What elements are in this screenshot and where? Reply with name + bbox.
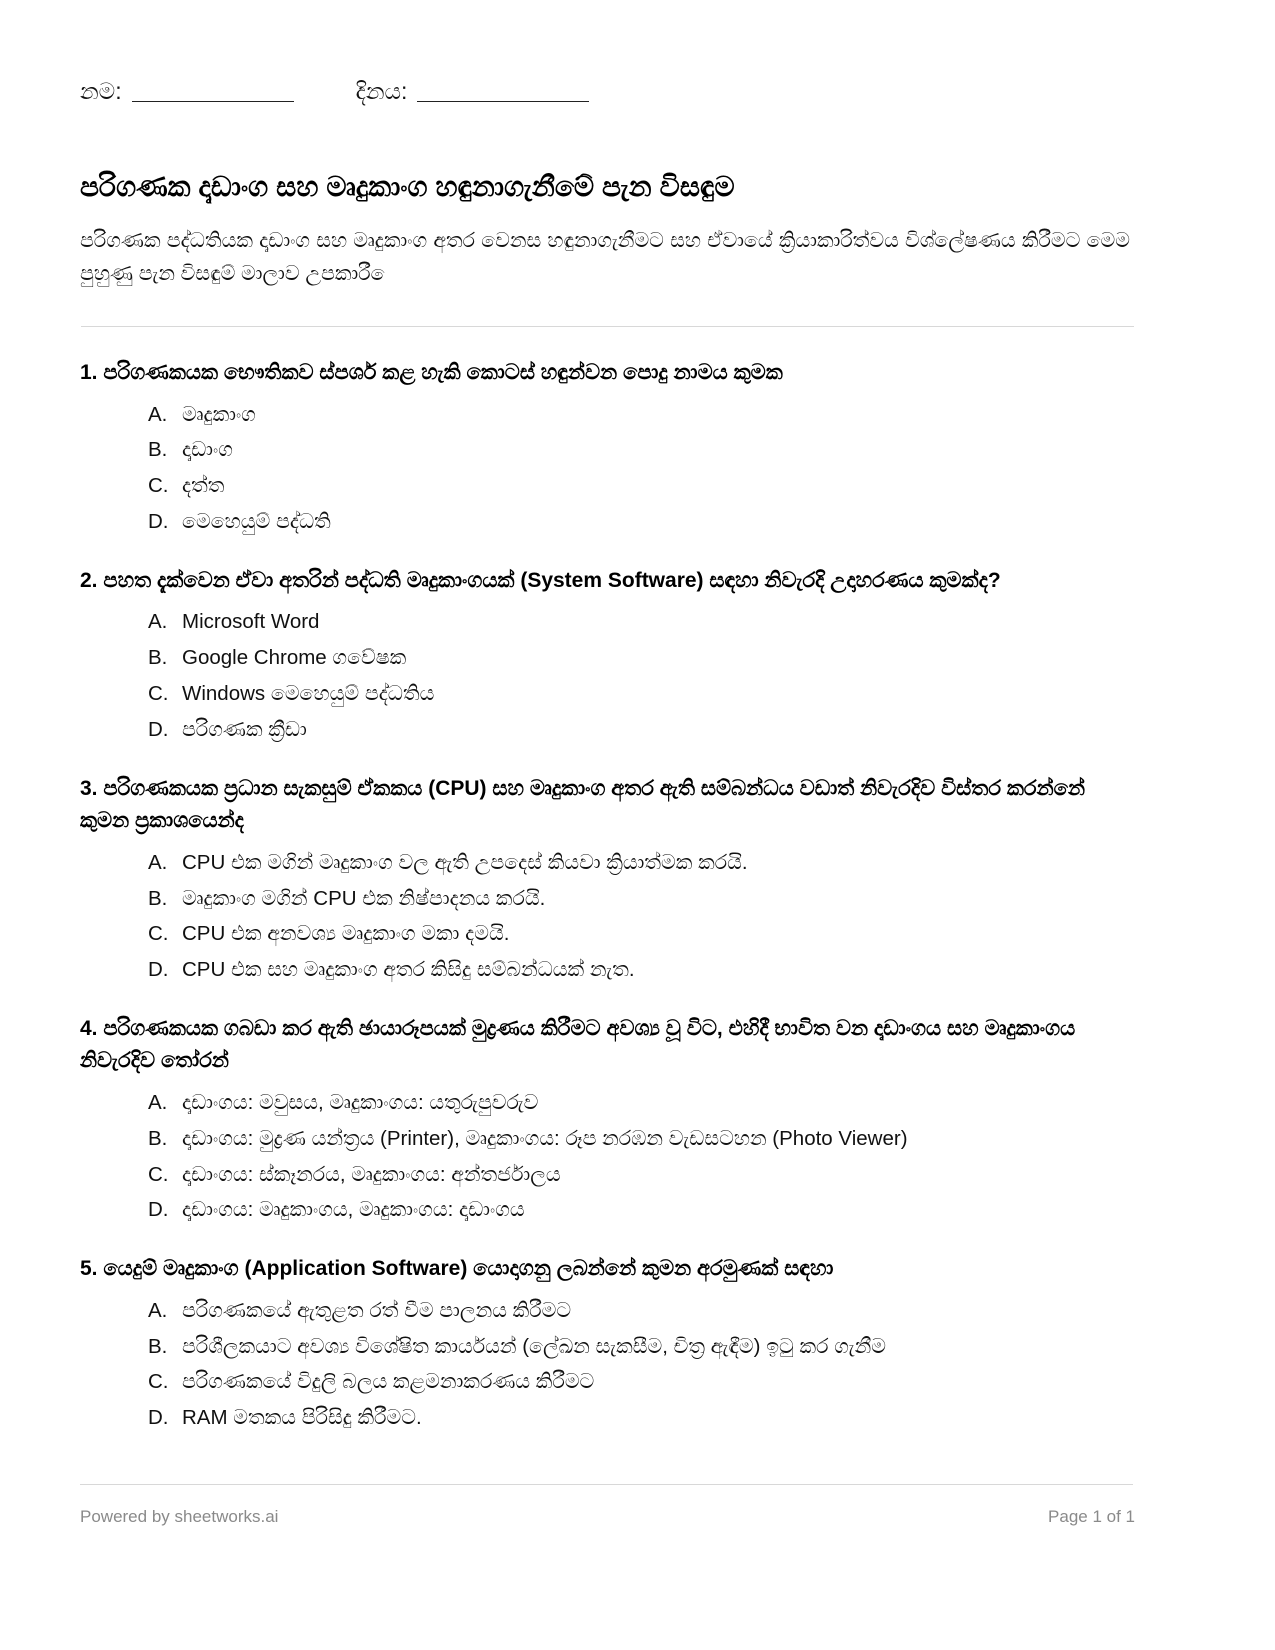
questions-list	[80, 357, 1135, 1435]
option-text: දත්ත	[182, 474, 225, 498]
option-text: RAM මතකය පිරිසිදු කිරීමට.	[182, 1406, 422, 1430]
question-text: 4. පරිගණකයක ගබඩා කර ඇති ඡායාරූපයක් මුද්‍රණය කිරීමට අවශ්‍ය වූ විට, එහිදී භාවිත වන දෘඩාංගය සහ මෘදුකාංගය නිවැරදිව තෝරන්	[80, 1016, 1076, 1073]
header-divider	[81, 326, 1134, 327]
option-letter: B.	[148, 646, 168, 670]
option-letter: A.	[148, 1298, 168, 1322]
footer-divider	[80, 1484, 1133, 1485]
option-letter: B.	[148, 1334, 168, 1358]
option-letter: C.	[148, 922, 169, 946]
option-letter: B.	[148, 1126, 168, 1150]
option-item[interactable]	[80, 714, 1135, 747]
date-blank-line[interactable]	[417, 100, 589, 102]
page-title: පරිගණක දෘඩාංග සහ මෘදුකාංග හඳුනාගැනීමේ පැන විසඳුම	[80, 170, 735, 202]
student-meta-row	[80, 78, 1135, 106]
option-text: දෘඩාංගය: මුද්‍රණ යන්ත්‍රය (Printer), මෘදුකාංගය: රූප නරඹන වැඩසටහන (Photo Viewer)	[182, 1126, 908, 1150]
options-list	[80, 1087, 1135, 1227]
option-letter: C.	[148, 682, 169, 706]
option-letter: D.	[148, 510, 169, 534]
options-list	[80, 606, 1135, 746]
option-item[interactable]	[80, 434, 1135, 467]
options-list	[80, 847, 1135, 987]
option-item[interactable]	[80, 1402, 1135, 1435]
name-blank-line[interactable]	[132, 100, 294, 102]
option-text: පරිගණකයේ ඇතුළත රත් වීම පාලනය කිරීමට	[182, 1298, 572, 1322]
option-text: පරිගණක ක්‍රීඩා	[182, 717, 307, 741]
option-text: මෘදුකාංග	[182, 402, 256, 426]
option-item[interactable]	[80, 506, 1135, 539]
footer-row	[80, 1507, 1135, 1527]
option-letter: A.	[148, 402, 168, 426]
option-item[interactable]	[80, 847, 1135, 880]
date-field	[356, 78, 590, 106]
option-item[interactable]	[80, 642, 1135, 675]
option-item[interactable]	[80, 1366, 1135, 1399]
option-letter: A.	[148, 850, 168, 874]
option-letter: D.	[148, 958, 169, 982]
option-text: දෘඩාංගය: මවුසය, මෘදුකාංගය: යතුරුපුවරුව	[182, 1090, 539, 1114]
option-item[interactable]	[80, 606, 1135, 639]
option-text: පරිගණකයේ විදුලි බලය කළමනාකරණය කිරීමට	[182, 1370, 595, 1394]
option-text: CPU එක අනවශ්‍ය මෘදුකාංග මකා දමයි.	[182, 922, 510, 946]
option-letter: B.	[148, 886, 168, 910]
question-text: 3. පරිගණකයක ප්‍රධාන සැකසුම් ඒකකය (CPU) සහ මෘදුකාංග අතර ඇති සම්බන්ධය වඩාත් නිවැරදිව විස්තර කරන්නේ කුමන ප්‍රකාශයෙන්ද	[80, 776, 1085, 833]
option-letter: C.	[148, 474, 169, 498]
question-block	[80, 565, 1135, 747]
option-item[interactable]	[80, 1295, 1135, 1328]
option-item[interactable]	[80, 678, 1135, 711]
question-block	[80, 357, 1135, 539]
option-letter: D.	[148, 1406, 169, 1430]
option-text: දෘඩාංගය: මෘදුකාංගය, මෘදුකාංගය: දෘඩාංගය	[182, 1198, 525, 1222]
option-text: CPU එක මගින් මෘදුකාංග වල ඇති උපදෙස් කියවා ක්‍රියාත්මක කරයි.	[182, 850, 748, 874]
option-text: දෘඩාංග	[182, 438, 233, 462]
option-item[interactable]	[80, 918, 1135, 951]
name-label: නම:	[80, 78, 122, 104]
page-footer	[80, 1484, 1135, 1527]
option-item[interactable]	[80, 1087, 1135, 1120]
option-letter: B.	[148, 438, 168, 462]
option-text: Microsoft Word	[182, 610, 320, 634]
option-letter: D.	[148, 1198, 169, 1222]
option-text: Windows මෙහෙයුම් පද්ධතිය	[182, 682, 435, 706]
question-block	[80, 1253, 1135, 1435]
question-text: 1. පරිගණකයක භෞතිකව ස්පර්ශ කළ හැකි කොටස් හඳුන්වන පොදු නාමය කුමක	[80, 361, 783, 385]
intro-paragraph: පරිගණක පද්ධතියක දෘඩාංග සහ මෘදුකාංග අතර වෙනස හඳුනාගැනීමට සහ ඒවායේ ක්‍රියාකාරිත්වය විශ්ලේෂණය කිරීමට මෙම පුහුණු පැන විසඳුම් මාලාව උපකාරී ෙ	[80, 229, 1130, 285]
name-field	[80, 78, 294, 106]
option-letter: C.	[148, 1370, 169, 1394]
option-letter: A.	[148, 1090, 168, 1114]
option-text: Google Chrome ගවේෂක	[182, 646, 407, 670]
options-list	[80, 399, 1135, 539]
option-item[interactable]	[80, 399, 1135, 432]
option-text: පරිශීලකයාට අවශ්‍ය විශේෂිත කාර්යයන් (ලේඛන සැකසීම, චිත්‍ර ඇඳීම) ඉටු කර ගැනීම	[182, 1334, 886, 1358]
option-letter: C.	[148, 1162, 169, 1186]
option-item[interactable]	[80, 470, 1135, 503]
option-item[interactable]	[80, 1194, 1135, 1227]
option-item[interactable]	[80, 1123, 1135, 1156]
question-block	[80, 773, 1135, 987]
option-item[interactable]	[80, 1331, 1135, 1364]
option-text: CPU එක සහ මෘදුකාංග අතර කිසිදු සම්බන්ධයක් නැත.	[182, 958, 635, 982]
options-list	[80, 1295, 1135, 1435]
page-number-label: Page 1 of 1	[1048, 1507, 1135, 1526]
option-item[interactable]	[80, 883, 1135, 916]
option-item[interactable]	[80, 1159, 1135, 1192]
document-content	[80, 0, 1135, 1461]
option-text: දෘඩාංගය: ස්කෑනරය, මෘදුකාංගය: අන්තර්ජාලය	[182, 1162, 561, 1186]
option-text: මෘදුකාංග මගින් CPU එක නිෂ්පාදනය කරයි.	[182, 886, 546, 910]
option-text: මෙහෙයුම් පද්ධති	[182, 510, 331, 534]
option-letter: A.	[148, 610, 168, 634]
question-text: 2. පහත දැක්වෙන ඒවා අතරින් පද්ධති මෘදුකාංගයක් (System Software) සඳහා නිවැරදි උදාහරණය කුමක්ද?	[80, 568, 1001, 592]
option-item[interactable]	[80, 954, 1135, 987]
question-text: 5. යෙදුම් මෘදුකාංග (Application Software) යොදාගනු ලබන්නේ කුමන අරමුණක් සඳහා	[80, 1257, 834, 1281]
date-label: දිනය:	[355, 78, 408, 104]
question-block	[80, 1013, 1135, 1227]
powered-by-label: Powered by sheetworks.ai	[80, 1507, 279, 1526]
option-letter: D.	[148, 717, 169, 741]
